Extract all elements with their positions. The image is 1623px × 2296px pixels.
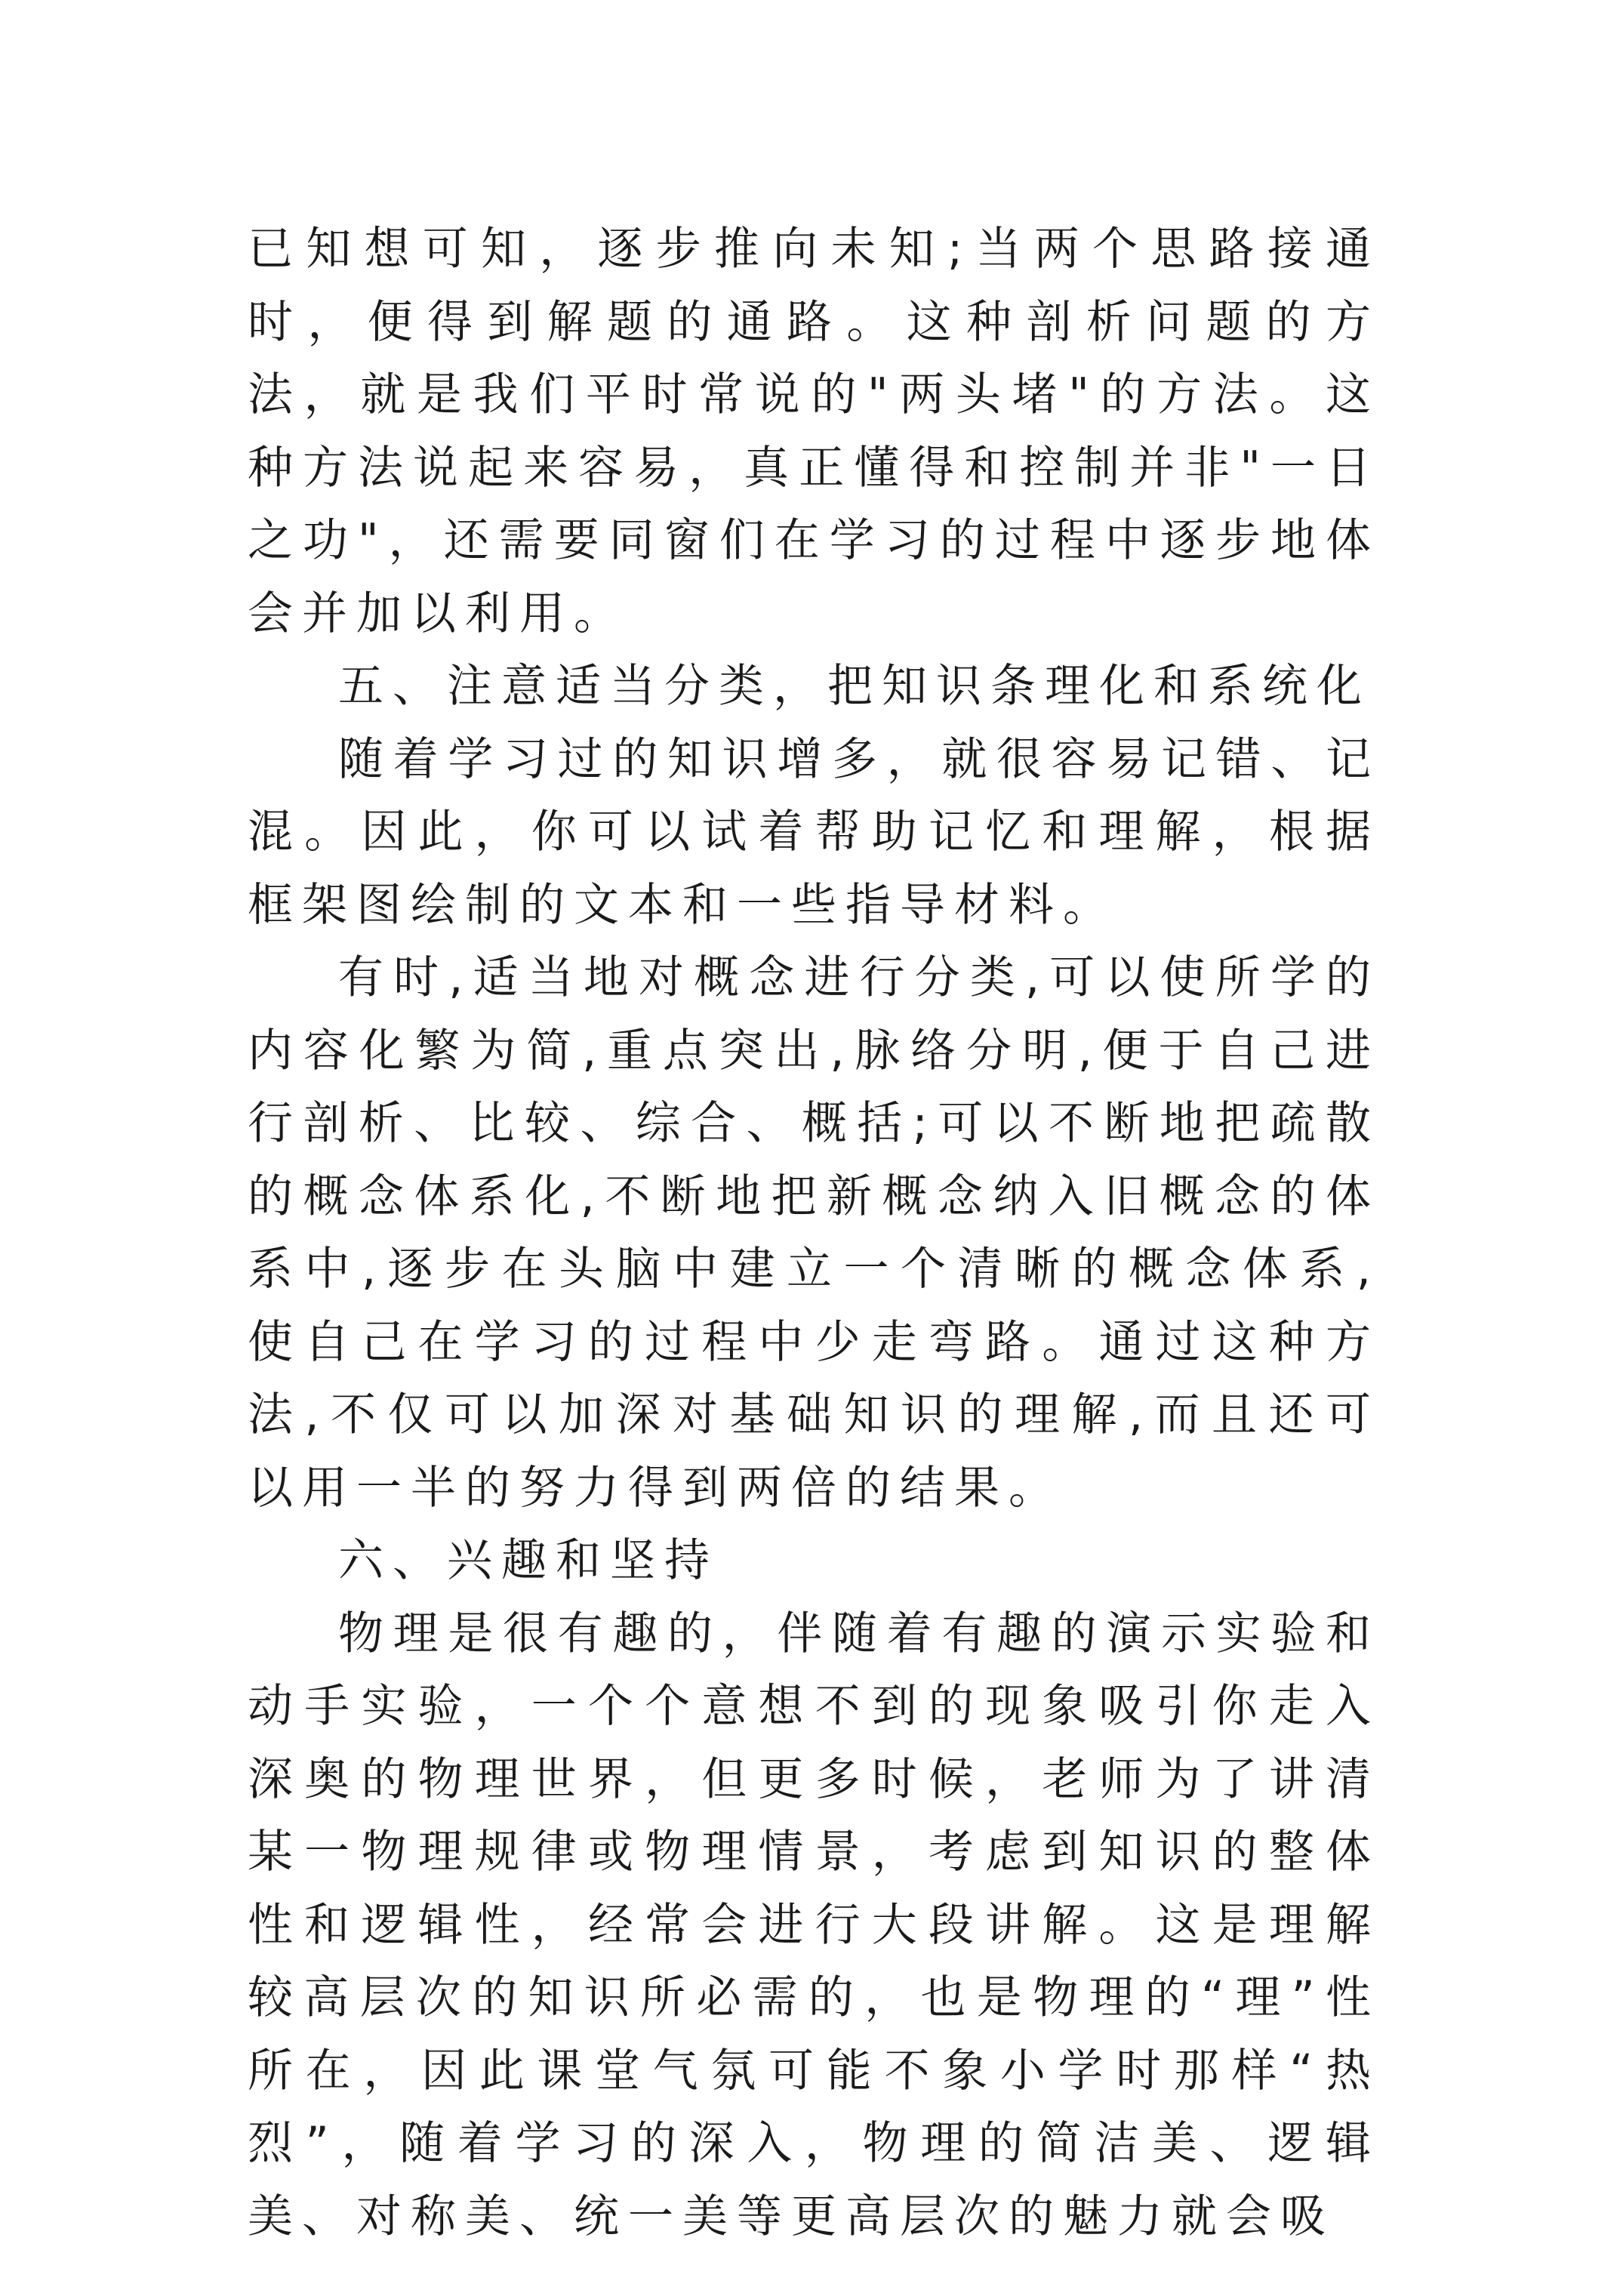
paragraph-physics-interest: 物理是很有趣的，伴随着有趣的演示实验和动手实验，一个个意想不到的现象吸引你走入深奥的物理世界，但更多时候，老师为了讲清某一物理规律或物理情景，考虑到知识的整体性和逻辑性，经常会进行大段讲解。这是理解较高层次的知识所必需的，也是物理的“理”性所在，因此课堂气氛可能不象小学时那样“热烈”，随着学习的深入，物理的简洁美、逻辑美、对称美、统一美等更高层次的魅力就会吸: [248, 1607, 1380, 2243]
paragraph-concept-classification: 有时,适当地对概念进行分类,可以使所学的内容化繁为简,重点突出,脉络分明,便于自己进行剖析、比较、综合、概括;可以不断地把疏散的概念体系化,不断地把新概念纳入旧概念的体系中,逐步在头脑中建立一个清晰的概念体系,使自己在学习的过程中少走弯路。通过这种方法,不仅可以加深对基础知识的理解,而且还可以用一半的努力得到两倍的结果。: [248, 951, 1380, 1515]
document-body: [248, 213, 1380, 2253]
paragraph-continuation: 已知想可知，逐步推向未知;当两个思路接通时，便得到解题的通路。这种剖析问题的方法，就是我们平时常说的"两头堵"的方法。这种方法说起来容易，真正懂得和控制并非"一日之功"，还需要同窗们在学习的过程中逐步地体会并加以利用。: [248, 223, 1380, 640]
paragraph-memory: 随着学习过的知识增多，就很容易记错、记混。因此，你可以试着帮助记忆和理解，根据框架图绘制的文本和一些指导材料。: [248, 732, 1380, 932]
section-heading-classification: 五、注意适当分类，把知识条理化和系统化: [338, 660, 1371, 713]
section-heading-interest: 六、兴趣和坚持: [338, 1534, 719, 1587]
